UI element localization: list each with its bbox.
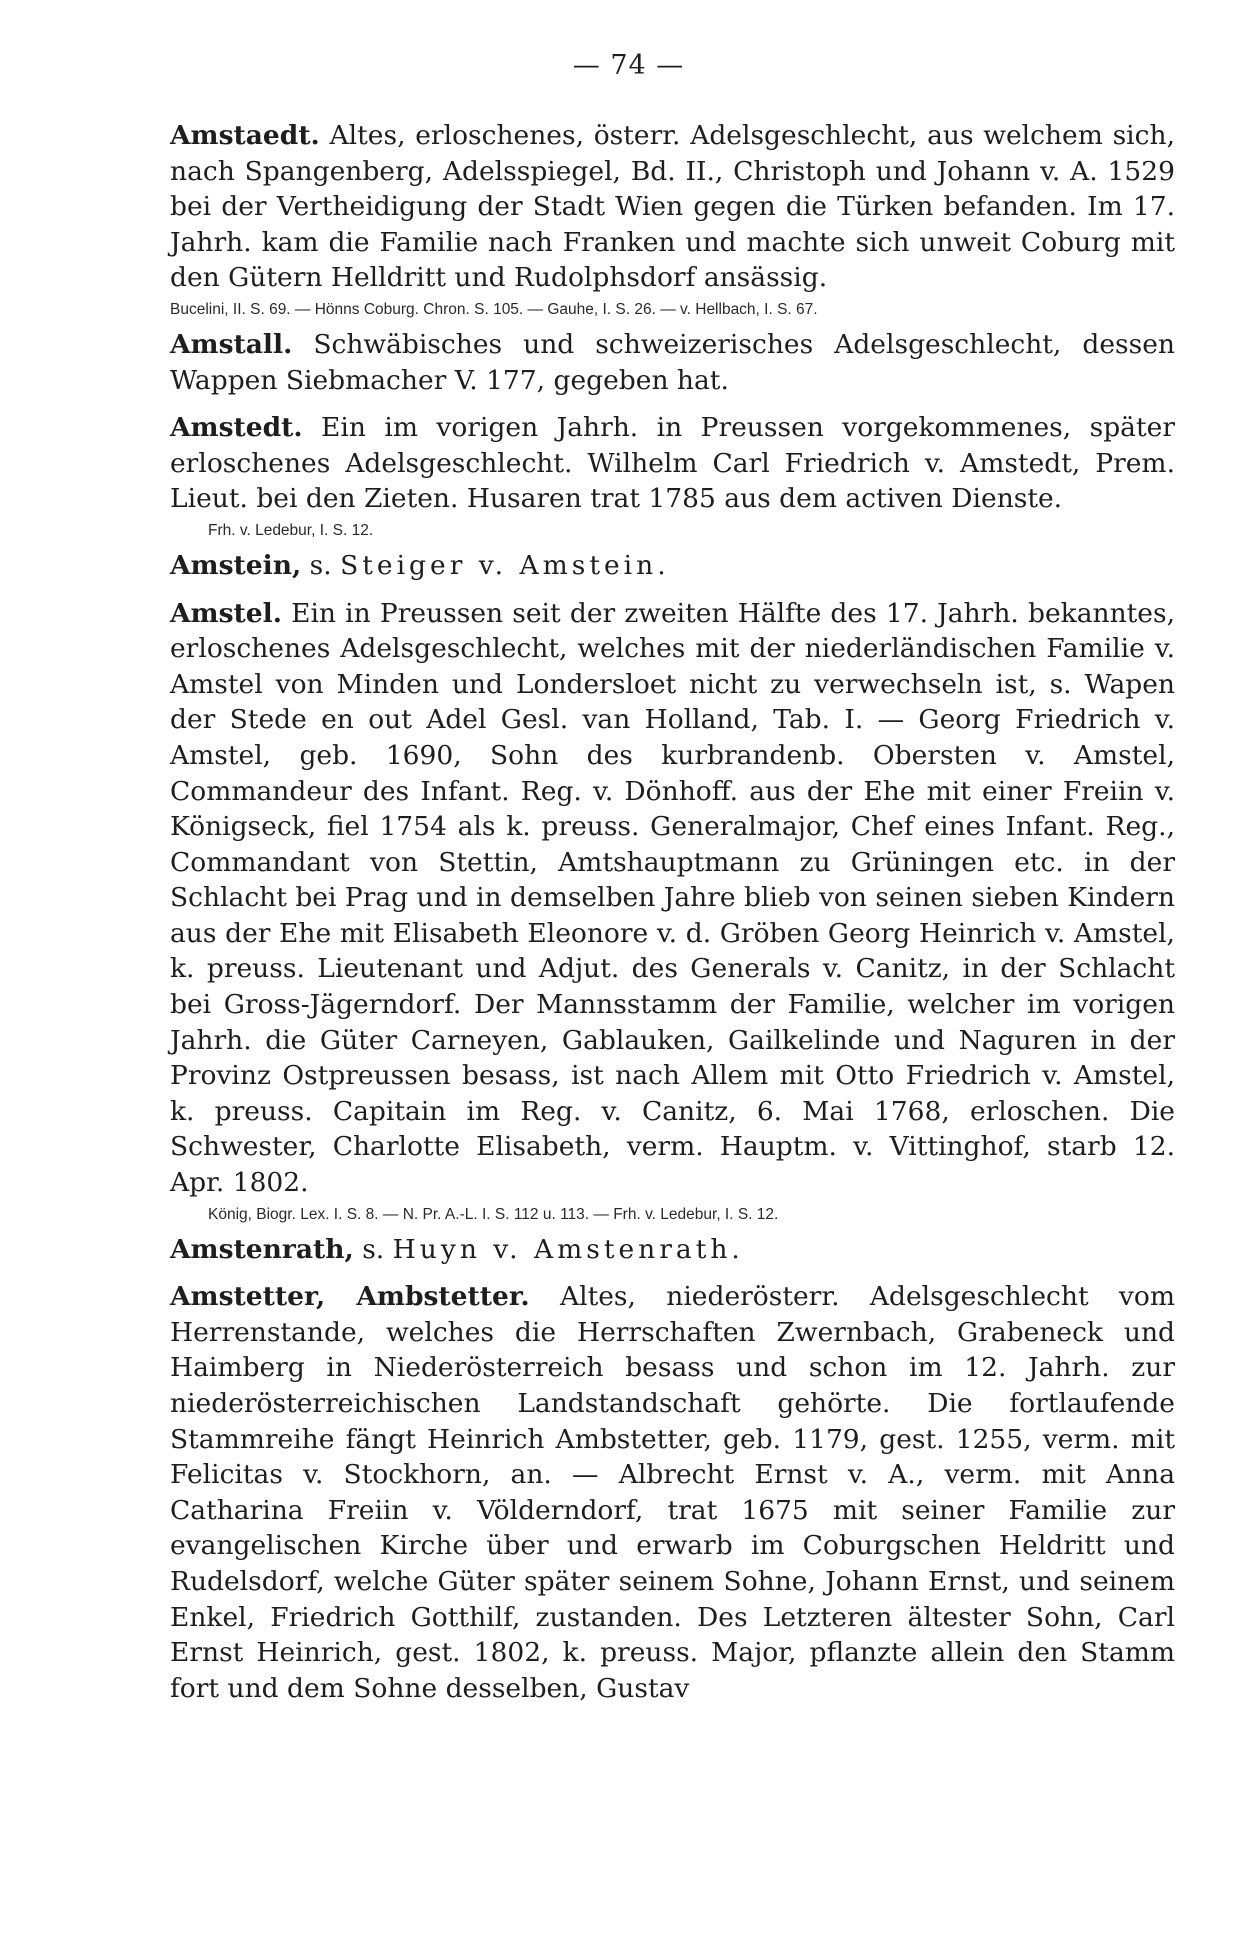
entry-text: Altes, erloschenes, österr. Adelsgeschlecht, aus welchem sich, nach Spangenberg, Adelsspiegel, Bd. II., Christoph und Johann v. A. 1529 bei der Vertheidigung der Stadt Wien gegen die Türken befanden. Im 17. Jahrh. kam die Familie nach Franken und machte sich unweit Coburg mit den Gütern Helldritt und Rudolphsdorf ansässig.: [170, 120, 1175, 294]
entry-body: [170, 410, 1175, 517]
entry-amstedt: [170, 410, 1175, 540]
entry-body: [170, 548, 1175, 584]
entry-amstetter: [170, 1279, 1175, 1706]
entry-headword: Amstaedt.: [170, 120, 320, 151]
entry-reference: [170, 1205, 1175, 1224]
reference-text: Frh. v. Ledebur, I. S. 12.: [208, 521, 374, 539]
entry-body: [170, 327, 1175, 398]
entry-headword: Amstall.: [170, 328, 293, 360]
entry-headword: Amstetter, Ambstetter.: [170, 1281, 530, 1313]
entry-reference: Bucelini, II. S. 69. — Hönns Coburg. Chron. S. 105. — Gauhe, I. S. 26. — v. Hellbach, I. S. 67.: [170, 300, 818, 318]
entry-headword: Amstedt.: [170, 412, 303, 444]
entry-amstall: [170, 327, 1175, 410]
text-column: [170, 118, 1175, 1706]
xref-prefix: s.: [309, 549, 332, 581]
cross-reference: Huyn v. Amstenrath.: [392, 1233, 744, 1265]
entry-body: [170, 1279, 1175, 1706]
entry-reference: [170, 521, 1175, 540]
entry-headword: Amstenrath,: [170, 1233, 354, 1265]
entry-amstenrath: [170, 1232, 1175, 1280]
entry-headword: Amstein,: [170, 549, 302, 581]
entry-text: Ein in Preussen seit der zweiten Hälfte des 17. Jahrh. bekanntes, erloschenes Adelsgeschlecht, welches mit der niederländischen Familie v. Amstel von Minden und Londersloet nicht zu verwechseln ist, s. Wapen der Stede en out Adel Gesl. van Holland, Tab. I. — Georg Friedrich v. Amstel, geb. 1690, Sohn des kurbrandenb. Obersten v. Amstel, Commandeur des Infant. Reg. v. Dönhoff. aus der Ehe mit einer Freiin v. Königseck, fiel 1754 als k. preuss. Generalmajor, Chef eines Infant. Reg., Commandant von Stettin, Amtshauptmann zu Grüningen etc. in der Schlacht bei Prag und in demselben Jahre blieb von seinen sieben Kindern aus der Ehe mit Elisabeth Eleonore v. d. Gröben Georg Heinrich v. Amstel, k. preuss. Lieutenant und Adjut. des Generals v. Canitz, in der Schlacht bei Gross-Jägerndorf. Der Mannsstamm der Familie, welcher im vorigen Jahrh. die Güter Carneyen, Gablauken, Gailkelinde und Naguren in der Provinz Ostpreussen besass, ist nach Allem mit Otto Friedrich v. Amstel, k. preuss. Capitain im Reg. v. Canitz, 6. Mai 1768, erloschen. Die Schwester, Charlotte Elisabeth, verm. Hauptm. v. Vittinghof, starb 12. Apr. 1802.: [170, 597, 1175, 1199]
entry-amstaedt: [170, 118, 1175, 319]
reference-text: König, Biogr. Lex. I. S. 8. — N. Pr. A.-L. I. S. 112 u. 113. — Frh. v. Ledebur, I. S. 12.: [208, 1205, 779, 1223]
entry-headword: Amstel.: [170, 597, 282, 629]
entry-body: [170, 118, 1175, 296]
cross-reference: Steiger v. Amstein.: [340, 549, 670, 581]
spacer: [170, 398, 1175, 410]
entry-text: Schwäbisches und schweizerisches Adelsgeschlecht, dessen Wappen Siebmacher V. 177, gegeben hat.: [170, 328, 1175, 396]
spacer: [170, 584, 1175, 596]
entry-text: Ein im vorigen Jahrh. in Preussen vorgekommenes, später erloschenes Adelsgeschlecht. Wilhelm Carl Friedrich v. Amstedt, Prem. Lieut. bei den Zieten. Husaren trat 1785 aus dem activen Dienste.: [170, 412, 1175, 515]
entry-amstein: [170, 548, 1175, 596]
xref-prefix: s.: [362, 1233, 385, 1265]
spacer: [170, 1267, 1175, 1279]
entry-body: [170, 596, 1175, 1201]
page-number: — 74 —: [572, 50, 685, 81]
entry-amstel: [170, 596, 1175, 1224]
entry-body: [170, 1232, 1175, 1268]
entry-text: Altes, niederösterr. Adelsgeschlecht vom Herrenstande, welches die Herrschaften Zwernbach, Grabeneck und Haimberg in Niederösterreich besass und schon im 12. Jahrh. zur niederösterreichischen Landstandschaft gehörte. Die fortlaufende Stammreihe fängt Heinrich Ambstetter, geb. 1179, gest. 1255, verm. mit Felicitas v. Stockhorn, an. — Albrecht Ernst v. A., verm. mit Anna Catharina Freiin v. Völderndorf, trat 1675 mit seiner Familie zur evangelischen Kirche über und erwarb im Coburgschen Heldritt und Rudelsdorf, welche Güter später seinem Sohne, Johann Ernst, und seinem Enkel, Friedrich Gotthilf, zustanden. Des Letzteren ältester Sohn, Carl Ernst Heinrich, gest. 1802, k. preuss. Major, pflanzte allein den Stamm fort und dem Sohne desselben, Gustav: [170, 1281, 1175, 1704]
